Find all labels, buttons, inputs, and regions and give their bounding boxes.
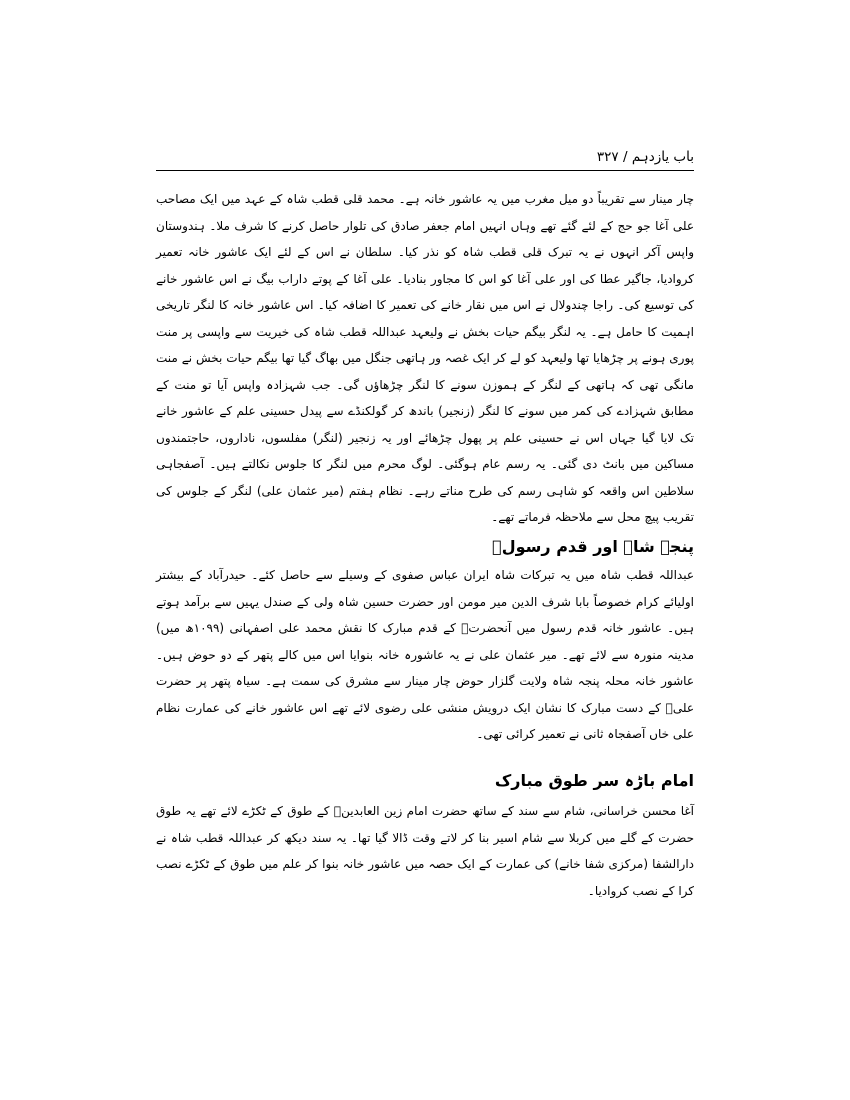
section-heading-panja-shah: پنجہ شاہ اور قدم رسولؐ xyxy=(492,537,694,556)
running-header: باب یازدہم / ۳۲۷ xyxy=(596,149,694,165)
paragraph-panja-shah: عبداللہ قطب شاہ میں یہ تبرکات شاہ ایران عباس صفوی کے وسیلے سے حاصل کئے۔ حیدرآباد کے بیشتر اولیائے کرام خصوصاً بابا شرف الدین میر مومن اور حضرت حسین شاہ ولی کے صندل یہیں سے برآمد ہوتے ہیں۔ عاشور خانہ قدم رسول میں آنحضرتؐ کے قدم مبارک کا نقش محمد علی اصفہانی (۱۰۹۹ھ میں) مدینہ منورہ سے لائے تھے۔ میر عثمان علی نے یہ عاشورہ خانہ بنوایا اس میں کالے پتھر کے دو حوض ہیں۔ عاشور خانہ محلہ پنجہ شاہ ولایت گلزار حوض چار مینار سے مشرق کی سمت ہے۔ سیاہ پتھر پر حضرت علیؓ کے دست مبارک کا نشان ایک درویش منشی علی رضوی لائے تھے اس عاشور خانے کی عمارت نظام علی خاں آصفجاہ ثانی نے تعمیر کرائی تھی۔ xyxy=(156,568,694,741)
section-heading-imambara-tauq: امام باڑہ سر طوق مبارک xyxy=(494,771,694,790)
header-rule xyxy=(156,170,694,171)
paragraph-ashurkhana-history: چار مینار سے تقریباً دو میل مغرب میں یہ عاشور خانہ ہے۔ محمد قلی قطب شاہ کے عہد میں ایک مصاحب علی آغا جو حج کے لئے گئے تھے وہاں انہیں امام جعفر صادق کی تلوار حاصل کرنے کا شرف ملا۔ ہندوستان واپس آکر انہوں نے یہ تبرک قلی قطب شاہ کو نذر کیا۔ سلطان نے اس کے لئے ایک عاشور خانہ تعمیر کروادیا، جاگیر عطا کی اور علی آغا کو اس کا مجاور بنادیا۔ علی آغا کے پوتے داراب بیگ نے اس عاشور خانے کی توسیع کی۔ راجا چندولال نے اس میں نقار خانے کی تعمیر کا اضافہ کیا۔ اس عاشور خانہ کا لنگر تاریخی اہمیت کا حامل ہے۔ یہ لنگر بیگم حیات بخش نے ولیعہد عبداللہ قطب شاہ کی خیریت سے واپسی پر منت پوری ہونے پر چڑھایا تھا ولیعہد کو لے کر ایک غصہ ور ہاتھی جنگل میں بھاگ گیا تھا بیگم حیات بخش نے منت مانگی تھی کہ ہاتھی کے لنگر کے ہموزن سونے کا لنگر چڑھاؤں گی۔ جب شہزادہ واپس آیا تو منت کے مطابق شہزادے کی کمر میں سونے کا لنگر (زنجیر) باندھ کر گولکنڈے سے پیدل حسینی علم کے عاشور خانے تک لایا گیا جہاں اس نے حسینی علم پر پھول چڑھائے اور یہ زنجیر (لنگر) مفلسوں، ناداروں، حاجتمندوں مساکین میں بانٹ دی گئی۔ یہ رسم عام ہوگئی۔ لوگ محرم میں لنگر کا جلوس نکالتے ہیں۔ آصفجاہی سلاطین اس واقعہ کو شاہی رسم کی طرح مناتے رہے۔ نظام ہفتم (میر عثمان علی) لنگر کے جلوس کی تقریب پیچ محل سے ملاحظہ فرماتے تھے۔ xyxy=(156,192,694,524)
paragraph-imambara-tauq: آغا محسن خراسانی، شام سے سند کے ساتھ حضرت امام زین العابدینؓ کے طوق کے ٹکڑے لائے تھے یہ طوق حضرت کے گلے میں کربلا سے شام اسیر بنا کر لاتے وقت ڈالا گیا تھا۔ یہ سند دیکھ کر عبداللہ قطب شاہ نے دارالشفا (مرکزی شفا خانے) کی عمارت کے ایک حصہ میں عاشور خانہ بنوا کر علم میں طوق کے ٹکڑے نصب کرا کے نصب کروادیا۔ xyxy=(156,804,694,898)
